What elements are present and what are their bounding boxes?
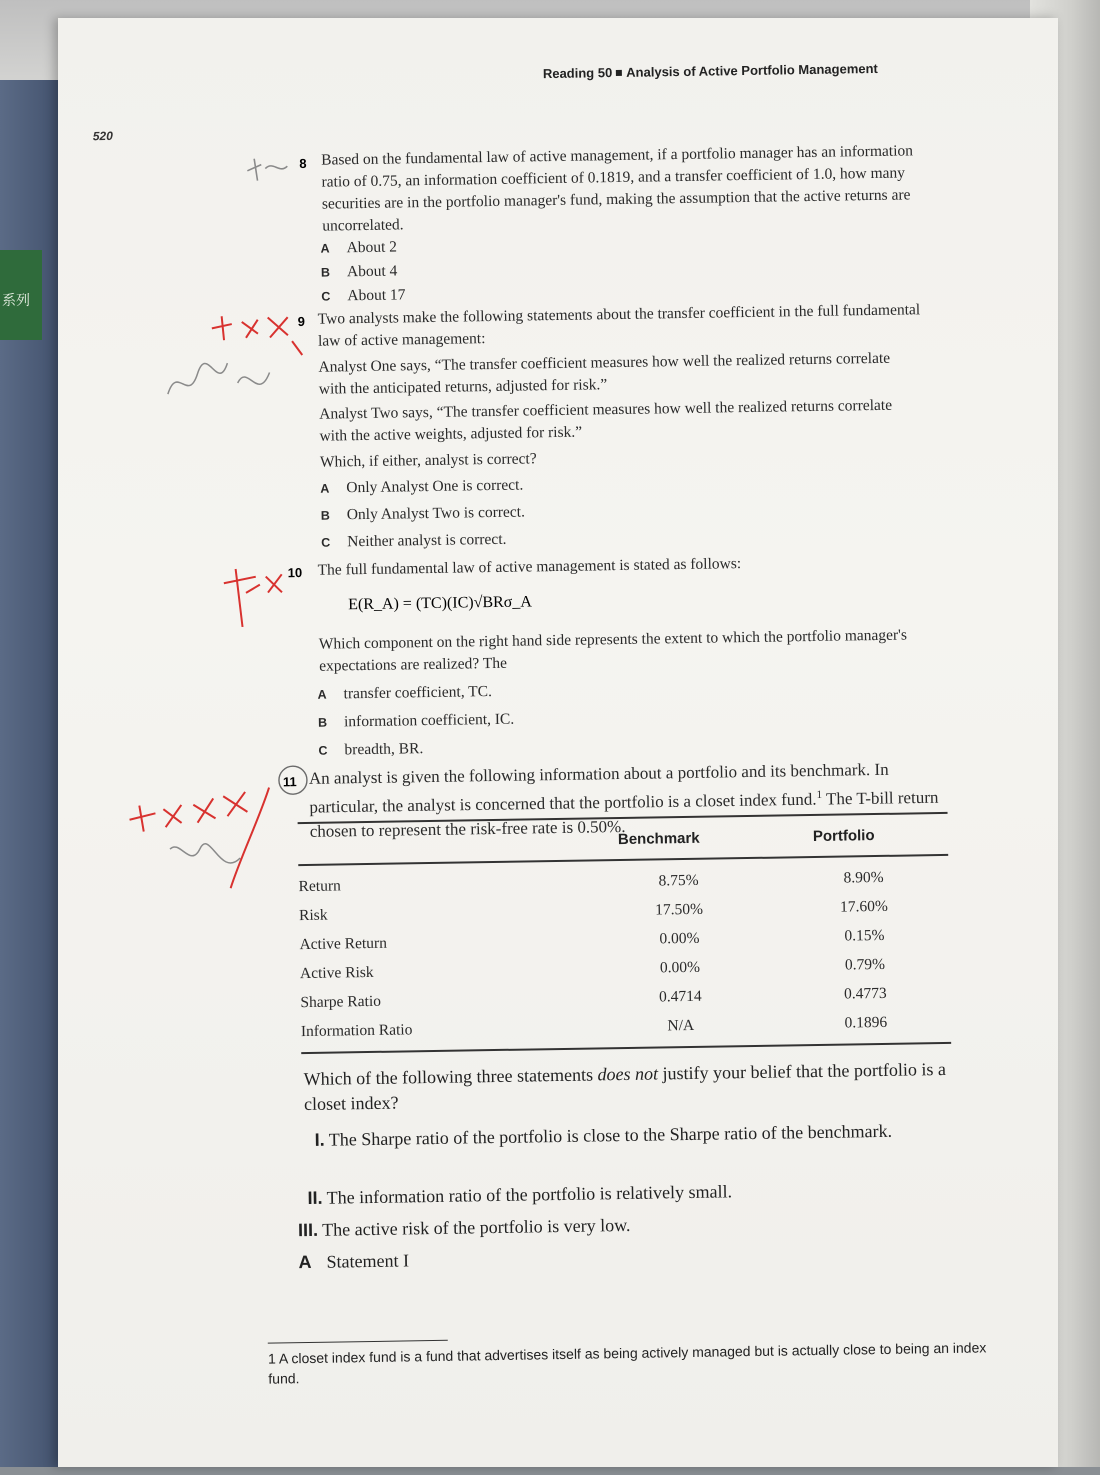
q8-number: 8 [299,155,307,171]
header-separator-icon [616,70,622,76]
table-row: Return 8.75% 8.90% [298,868,884,896]
footnote: 1 A closet index fund is a fund that advertises itself as being actively managed but is actually close to being an index fund. [267,1339,987,1387]
q10-option-a: A transfer coefficient, TC. [317,683,493,703]
pencil-note-q9-icon [157,342,278,414]
q9-question: Which, if either, analyst is correct? [319,450,537,471]
q11-statement-2: II. The information ratio of the portfolio is relatively small. [307,1181,733,1208]
q10-question: Which component on the right hand side represents the extent to which the portfolio manager's expectations are realized? The [318,626,908,675]
q8-option-b: B About 4 [320,262,398,281]
q11-intro-tail: The T-bill return chosen to represent the risk-free rate is 0.50%. [309,787,939,841]
q9-analyst-one: Analyst One says, “The transfer coefficient measures how well the realized returns correlate with the anticipated returns, adjusted for risk.” [318,349,891,398]
table-row: Information Ratio N/A 0.1896 [300,1013,888,1041]
reading-label: Reading 50 [542,65,613,82]
page-number: 520 [92,128,113,144]
q11-statement-3: III. The active risk of the portfolio is very low. [297,1214,631,1241]
running-header [543,61,878,81]
q8-option-a: A About 2 [320,238,398,257]
header-portfolio: Portfolio [812,827,875,846]
table-row: Risk 17.50% 17.60% [298,897,889,925]
q10-number: 10 [287,565,303,581]
footnote-mark: 1 [816,788,823,801]
footnote-rule [268,1340,448,1344]
q11-question: Which of the following three statements does not justify your belief that the portfolio is a closet index? [303,1058,947,1115]
q8-text: Based on the fundamental law of active management, if a portfolio manager has an information ratio of 0.75, an information coefficient of 0.1819, and a transfer coefficient of 1.0, how many securities are in the portfolio manager's fund, making the assumption that the active returns are uncorrelated. [321,142,914,235]
q11-intro-text: An analyst is given the following information about a portfolio and its benchmark. In particular, the analyst is concerned that the portfolio is a closet index fund. [308,759,889,817]
q10-option-b: B information coefficient, IC. [317,710,515,731]
q11-statement-1: I. The Sharpe ratio of the portfolio is close to the Sharpe ratio of the benchmark. [314,1120,893,1150]
q10-intro: The full fundamental law of active management is stated as follows: [317,555,742,579]
q9-number: 9 [297,313,306,330]
red-stars-q9-icon [202,307,313,364]
textbook-page [58,18,1058,1467]
page-content [47,10,1070,1475]
header-benchmark: Benchmark [617,829,700,849]
q11-option-a: A Statement I [298,1250,410,1273]
q11-number: 11 [282,774,297,790]
q9-option-a: A Only Analyst One is correct. [320,476,524,497]
pencil-mark-q8-icon [239,150,300,191]
green-book-spine [0,250,42,340]
q8-option-c: C About 17 [321,286,406,305]
q10-formula: E(R_A) = (TC)(IC)√BRσ_A [348,593,533,614]
table-row: Active Return 0.00% 0.15% [299,926,885,954]
q10-option-c: C breadth, BR. [318,740,424,759]
q9-intro: Two analysts make the following statements about the transfer coefficient in the full fundamental law of active management: [317,301,921,350]
table-row: Active Risk 0.00% 0.79% [299,955,886,983]
red-stars-q11-icon [119,767,291,900]
spine-text: 系列 [2,293,30,309]
table-rule-mid [298,854,948,866]
q9-option-c: C Neither analyst is correct. [321,530,507,551]
table-row: Sharpe Ratio 0.4714 0.4773 [300,984,887,1012]
reading-title: Analysis of Active Portfolio Management [626,60,878,80]
red-star-q10-icon [216,562,297,633]
q9-option-b: B Only Analyst Two is correct. [320,503,526,524]
q9-analyst-two: Analyst Two says, “The transfer coefficient measures how well the realized returns correlate with the active weights, adjusted for risk.” [319,396,893,445]
